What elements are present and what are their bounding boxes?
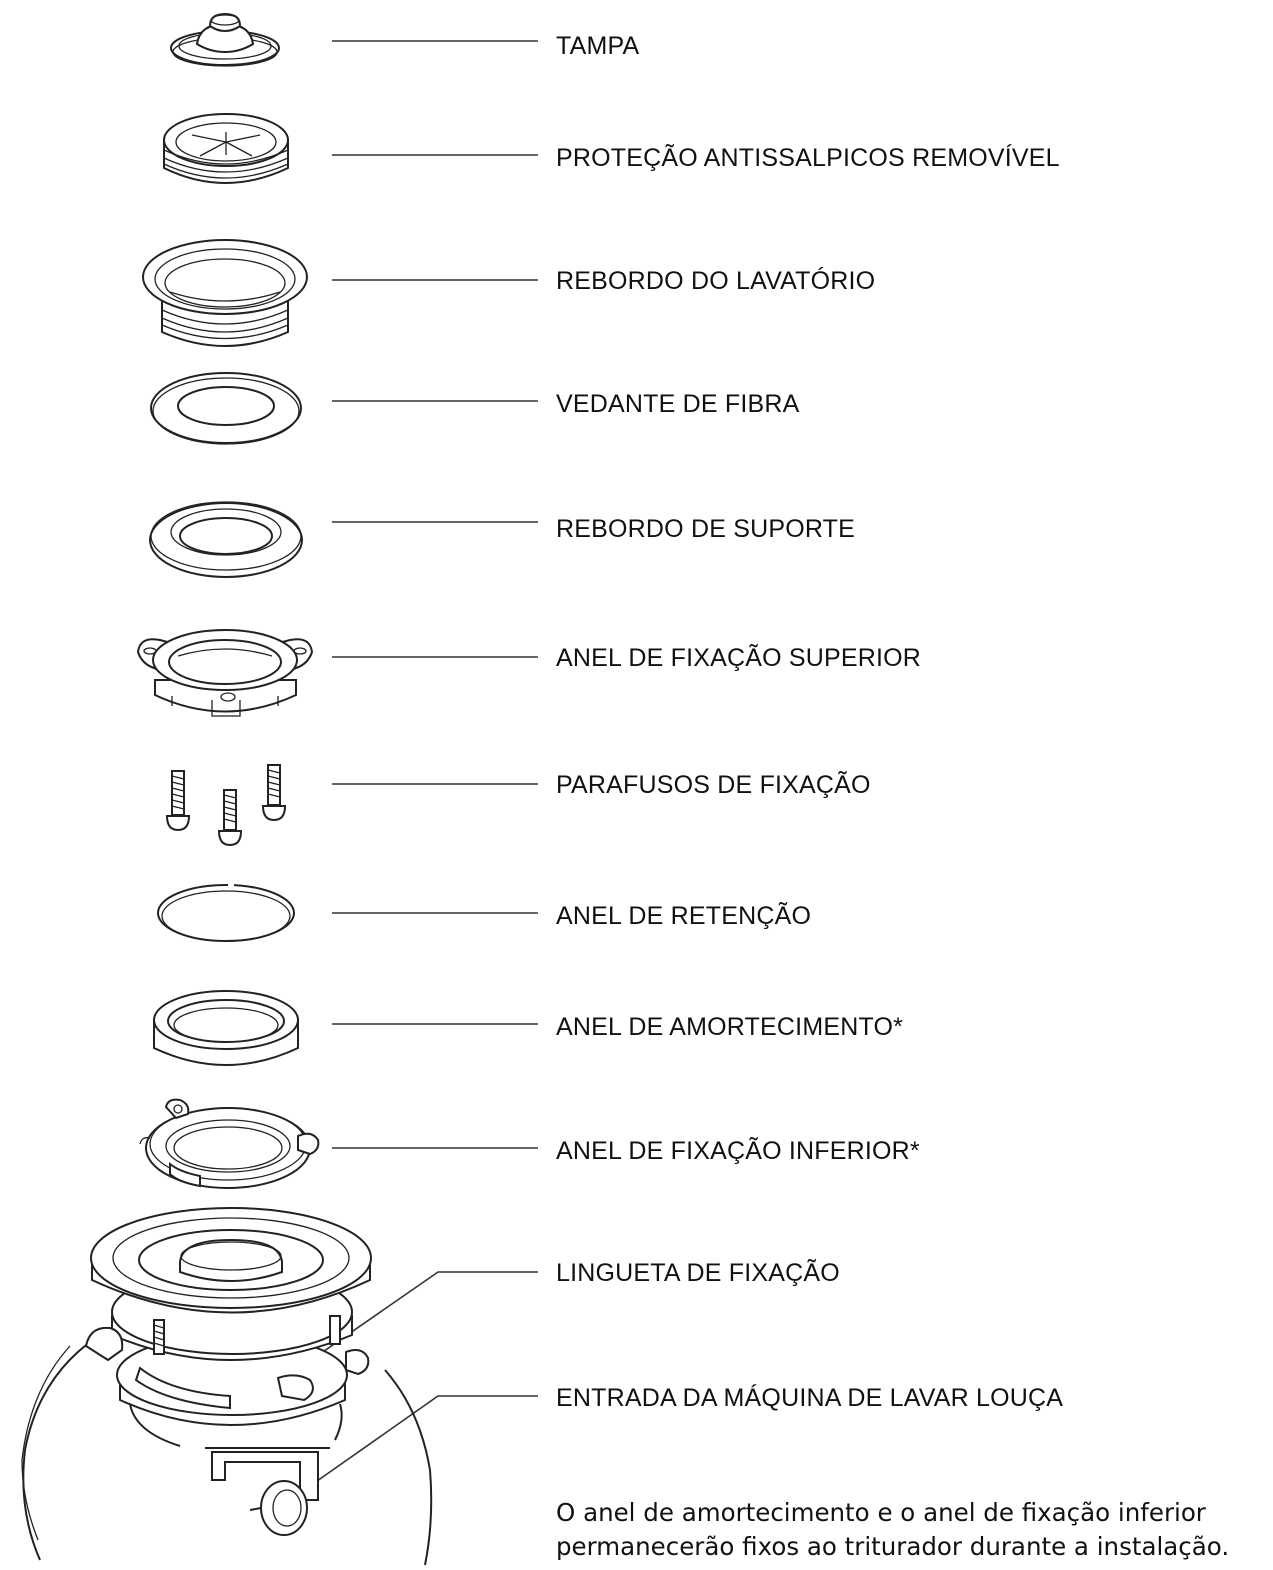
parafusos-illustration xyxy=(167,765,285,845)
label-vedante: VEDANTE DE FIBRA xyxy=(556,390,800,418)
label-anel-amortecimento: ANEL DE AMORTECIMENTO* xyxy=(556,1013,904,1041)
footnote-line-2: permanecerão fixos ao triturador durante a instalação. xyxy=(556,1532,1230,1561)
label-lingueta: LINGUETA DE FIXAÇÃO xyxy=(556,1259,840,1287)
label-anel-inferior: ANEL DE FIXAÇÃO INFERIOR* xyxy=(556,1137,920,1165)
label-entrada: ENTRADA DA MÁQUINA DE LAVAR LOUÇA xyxy=(556,1384,1064,1412)
screw-2 xyxy=(219,790,241,845)
part-labels xyxy=(556,32,1063,1412)
anel-retencao-illustration xyxy=(158,880,294,941)
vedante-illustration xyxy=(151,373,301,444)
anel-superior-illustration xyxy=(138,630,312,716)
footnote-line-1: O anel de amortecimento e o anel de fixação inferior xyxy=(556,1498,1206,1527)
screw-3 xyxy=(263,765,285,820)
label-rebordo-lavatorio: REBORDO DO LAVATÓRIO xyxy=(556,267,876,295)
anel-amortecimento-illustration xyxy=(154,991,298,1065)
installation-footnote xyxy=(556,1496,1266,1564)
tampa-illustration xyxy=(171,14,279,66)
label-anel-retencao: ANEL DE RETENÇÃO xyxy=(556,902,812,930)
protecao-illustration xyxy=(164,114,288,183)
disposer-assembly-illustration xyxy=(22,1208,431,1565)
label-parafusos: PARAFUSOS DE FIXAÇÃO xyxy=(556,771,871,799)
label-tampa: TAMPA xyxy=(556,32,640,60)
label-rebordo-suporte: REBORDO DE SUPORTE xyxy=(556,515,856,543)
rebordo-suporte-illustration xyxy=(150,502,302,577)
anel-inferior-illustration xyxy=(140,1100,318,1188)
label-protecao: PROTEÇÃO ANTISSALPICOS REMOVÍVEL xyxy=(556,144,1060,172)
label-anel-superior: ANEL DE FIXAÇÃO SUPERIOR xyxy=(556,644,922,672)
screw-1 xyxy=(167,771,189,830)
rebordo-lavatorio-illustration xyxy=(143,240,307,346)
